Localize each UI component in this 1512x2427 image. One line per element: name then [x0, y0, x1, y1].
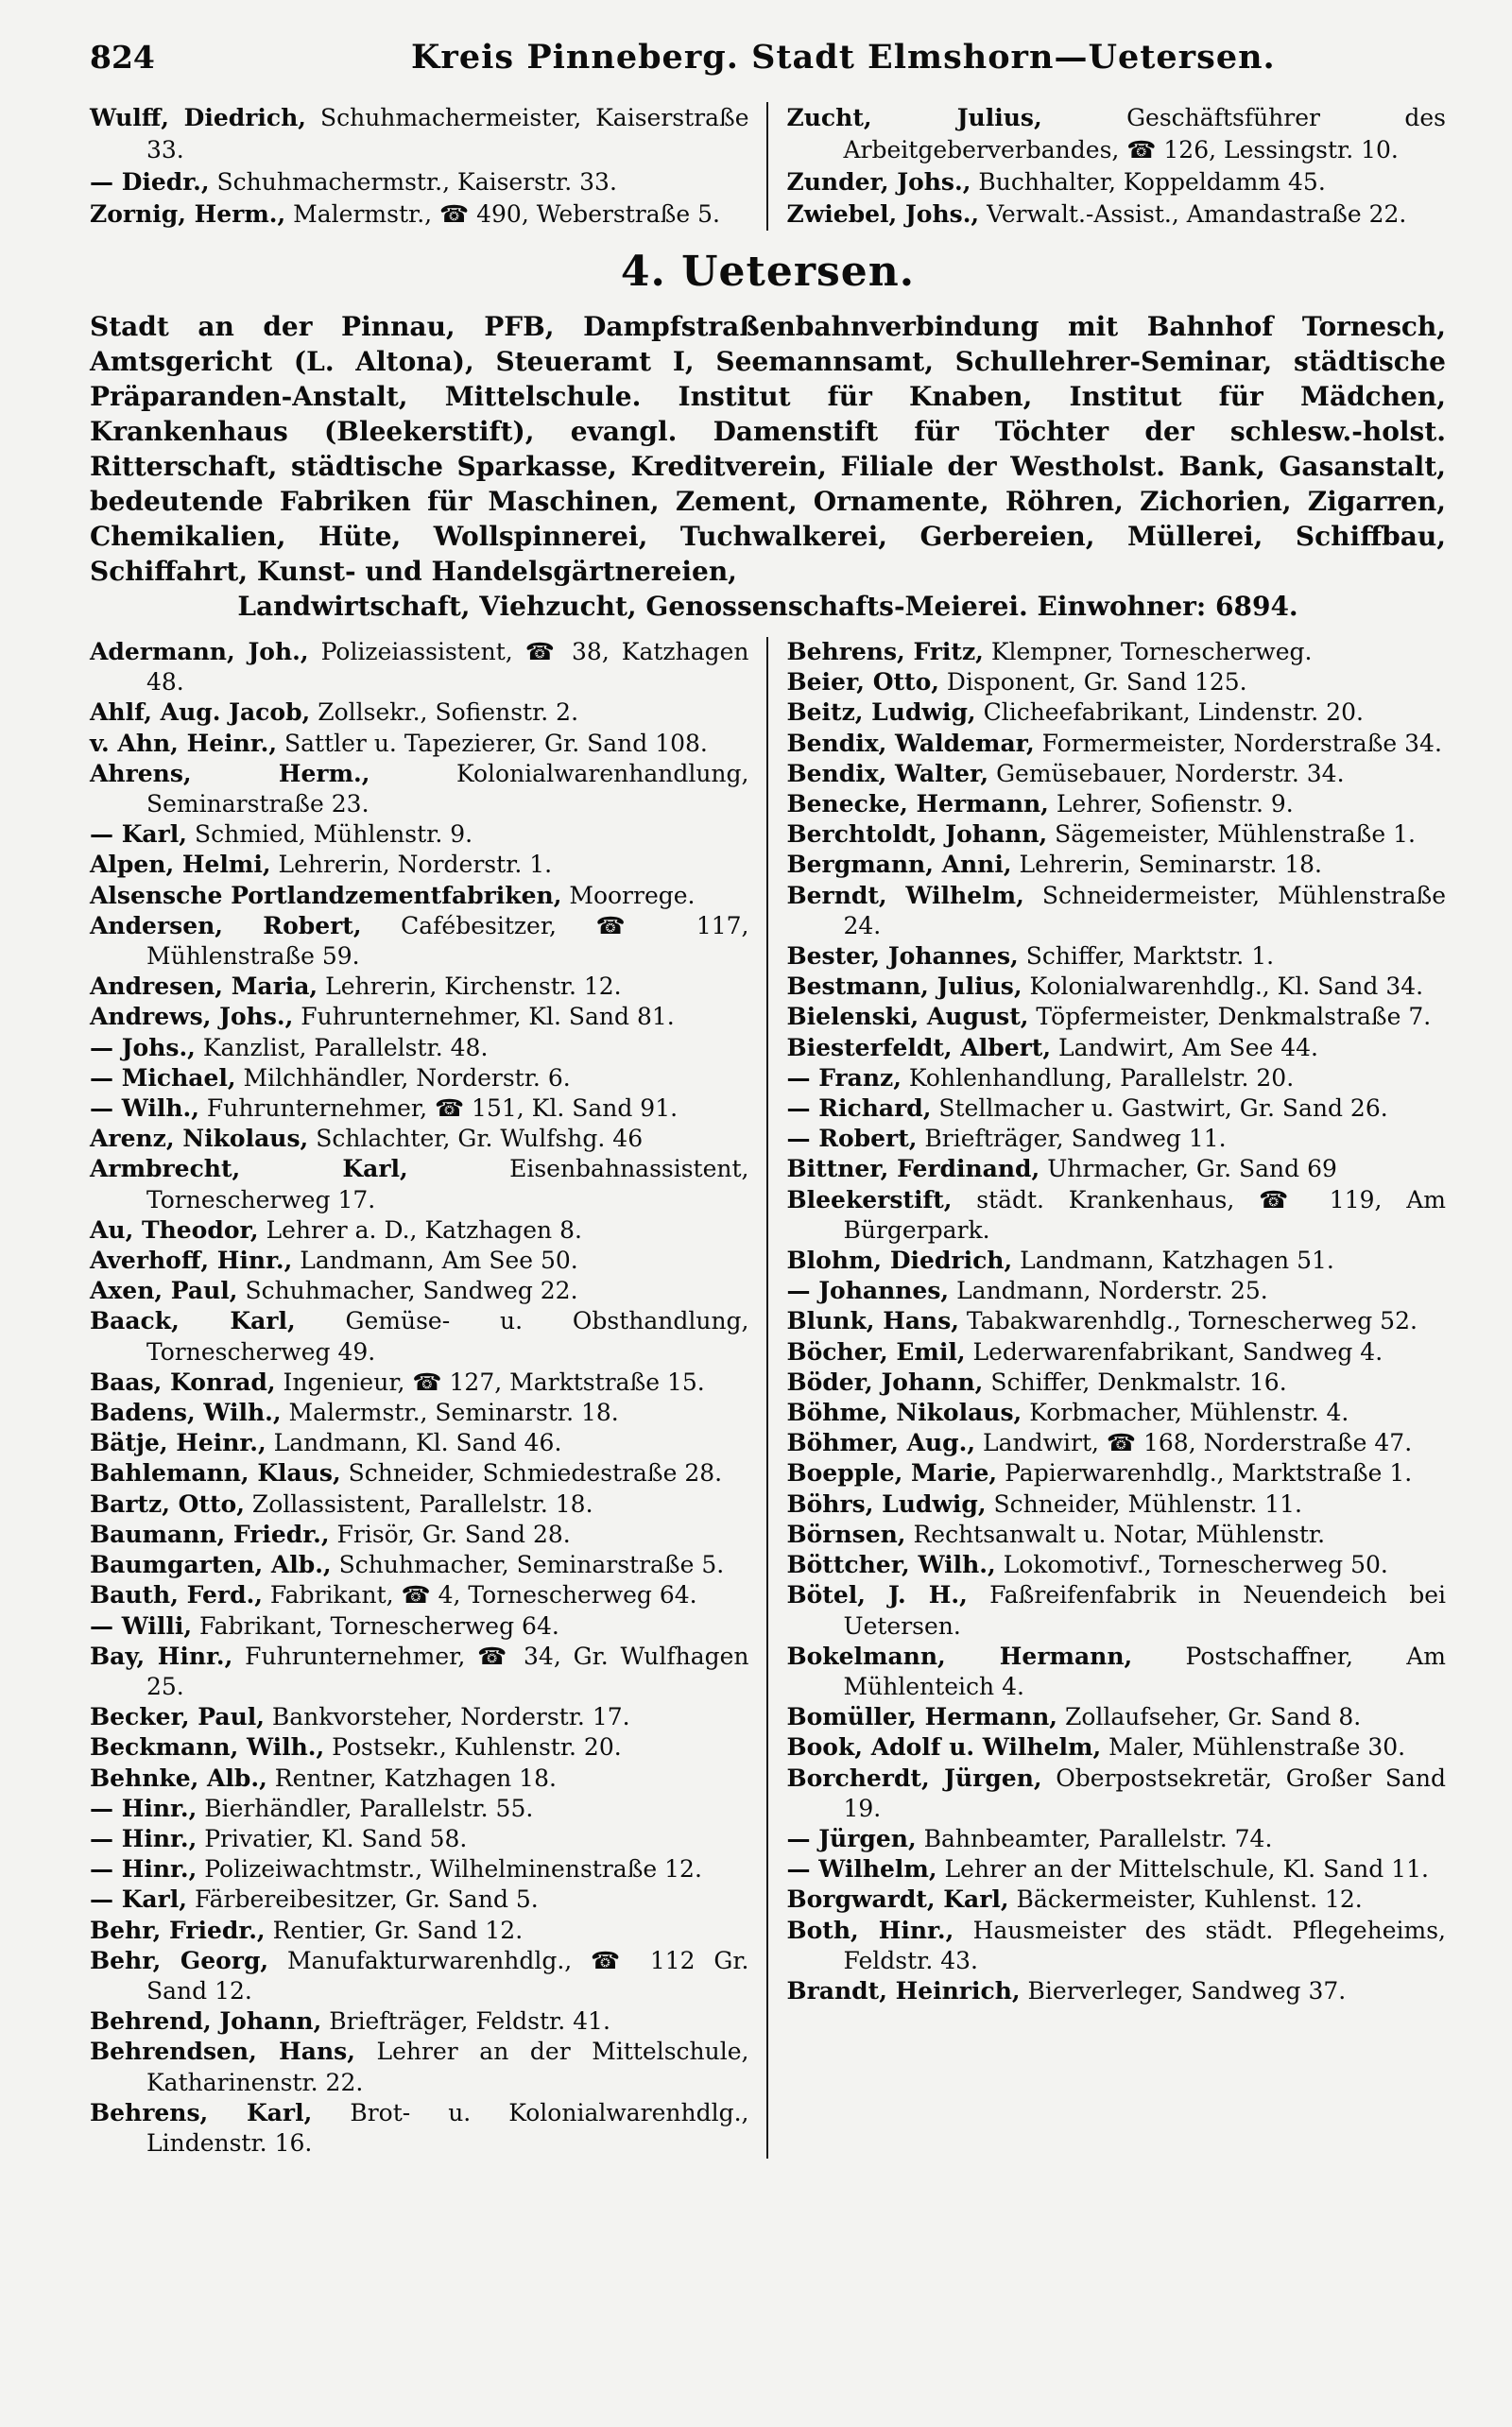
entry-name: Zucht, Julius, [786, 104, 1042, 131]
entry-details: Töpfermeister, Denkmalstraße 7. [1028, 1003, 1432, 1031]
entry-name: Zunder, Johs., [786, 168, 971, 196]
entry-name: Bay, Hinr., [90, 1642, 233, 1670]
directory-entry [90, 198, 749, 231]
entry-name: Andrews, Johs., [90, 1003, 294, 1031]
entry-details: Gemüse- u. Obsthandlung, Tornescherweg 49. [146, 1307, 749, 1366]
directory-entry [787, 198, 1447, 231]
directory-entry [90, 1916, 749, 1946]
directory-entry [90, 1124, 749, 1154]
directory-entry [90, 2006, 749, 2037]
entry-details: Rentier, Gr. Sand 12. [265, 1916, 524, 1944]
directory-entry [90, 1428, 749, 1458]
entry-name: — Karl, [90, 1885, 188, 1914]
entry-details: Schiffer, Marktstr. 1. [1018, 942, 1275, 971]
entry-details: Schneider, Mühlenstr. 11. [986, 1489, 1302, 1518]
entry-name: Bätje, Heinr., [90, 1429, 266, 1457]
directory-entry [787, 1489, 1447, 1520]
entry-details: Stellmacher u. Gastwirt, Gr. Sand 26. [931, 1094, 1388, 1123]
entry-details: Polizeiwachtmstr., Wilhelminenstraße 12. [197, 1855, 702, 1884]
directory-entry [787, 1916, 1447, 1976]
entry-name: — Hinr., [90, 1794, 198, 1822]
directory-entry [90, 911, 749, 972]
directory-entry [787, 1033, 1447, 1063]
entry-details: Rentner, Katzhagen 18. [266, 1764, 557, 1792]
entry-name: Bomüller, Hermann, [786, 1703, 1057, 1731]
directory-entry [90, 1154, 749, 1214]
directory-entry [787, 1154, 1447, 1184]
entry-name: Berndt, Wilhelm, [786, 881, 1024, 909]
entry-name: Bittner, Ferdinand, [786, 1155, 1040, 1183]
entry-details: Hausmeister des städt. Pflegeheims, Feldstr. 43. [843, 1916, 1446, 1974]
directory-entry [90, 1276, 749, 1306]
entry-name: Behnke, Alb., [90, 1764, 267, 1792]
entry-name: Alsensche Portlandzementfabriken, [90, 881, 562, 909]
left-column [90, 637, 768, 2159]
entry-name: Behrens, Karl, [90, 2098, 313, 2126]
entry-details: Frisör, Gr. Sand 28. [329, 1520, 571, 1548]
entry-name: Behr, Georg, [90, 1946, 269, 1974]
entry-name: — Robert, [786, 1125, 918, 1153]
entry-details: Schmied, Mühlenstr. 9. [187, 820, 473, 849]
directory-entry [90, 819, 749, 850]
directory-entry [787, 850, 1447, 880]
directory-entry [787, 1885, 1447, 1915]
entry-details: Zollassistent, Parallelstr. 18. [244, 1489, 593, 1518]
directory-entry [90, 1368, 749, 1398]
entry-name: Baas, Konrad, [90, 1368, 276, 1396]
directory-entry [90, 1764, 749, 1794]
entry-name: Andersen, Robert, [90, 911, 362, 939]
entry-name: Bahlemann, Klaus, [90, 1459, 341, 1488]
entry-name: Alpen, Helmi, [90, 851, 271, 879]
directory-entry [90, 166, 749, 198]
entry-name: — Jürgen, [786, 1824, 917, 1852]
entry-name: Baack, Karl, [90, 1307, 296, 1335]
entry-details: Lokomotivf., Tornescherweg 50. [995, 1551, 1388, 1579]
entry-details: Lehrer an der Mittelschule, Kl. Sand 11. [936, 1855, 1429, 1884]
directory-entry [787, 1642, 1447, 1702]
entry-name: Bendix, Walter, [786, 759, 989, 787]
entry-details: Clicheefabrikant, Lindenstr. 20. [975, 698, 1364, 727]
directory-entry [90, 729, 749, 759]
entry-details: Postschaffner, Am Mühlenteich 4. [843, 1642, 1446, 1700]
entry-name: Böder, Johann, [786, 1368, 984, 1396]
directory-entry [787, 1398, 1447, 1428]
entry-details: Briefträger, Sandweg 11. [917, 1125, 1227, 1153]
directory-entry [787, 1246, 1447, 1276]
directory-entry [787, 102, 1447, 166]
entry-name: — Willi, [90, 1611, 193, 1640]
entry-details: Ingenieur, ☎ 127, Marktstraße 15. [275, 1368, 705, 1396]
entry-details: Faßreifenfabrik in Neuendeich bei Uetersen. [843, 1581, 1446, 1640]
entry-details: Tabakwarenhdlg., Tornescherweg 52. [958, 1307, 1418, 1335]
entry-details: Bankvorsteher, Norderstr. 17. [264, 1703, 630, 1731]
entry-details: Privatier, Kl. Sand 58. [197, 1824, 468, 1852]
intro-last-line: Landwirtschaft, Viehzucht, Genossenschafts-Meierei. Einwohner: 6894. [237, 591, 1298, 622]
directory-entry [90, 1002, 749, 1032]
entry-details: städt. Krankenhaus, ☎ 119, Am Bürgerpark. [843, 1185, 1446, 1244]
directory-entry [90, 850, 749, 880]
directory-entry [787, 1185, 1447, 1246]
entry-name: Baumgarten, Alb., [90, 1551, 332, 1579]
directory-entry [90, 1885, 749, 1915]
entry-details: Oberpostsekretär, Großer Sand 19. [843, 1764, 1446, 1822]
entry-details: Papierwarenhdlg., Marktstraße 1. [997, 1459, 1413, 1488]
entry-name: Adermann, Joh., [90, 638, 309, 665]
directory-entry [787, 1002, 1447, 1032]
entry-name: Böhme, Nikolaus, [786, 1399, 1022, 1427]
entry-details: Kolonialwarenhdlg., Kl. Sand 34. [1022, 973, 1424, 1001]
entry-details: Lederwarenfabrikant, Sandweg 4. [965, 1337, 1383, 1366]
page-header [90, 38, 1446, 102]
entry-details: Fuhrunternehmer, Kl. Sand 81. [293, 1003, 675, 1031]
entry-name: Ahrens, Herm., [90, 759, 370, 787]
entry-details: Moorrege. [561, 881, 696, 909]
entry-details: Schneidermeister, Mühlenstraße 24. [843, 881, 1447, 939]
entry-details: Buchhalter, Koppeldamm 45. [971, 168, 1326, 196]
directory-entry [90, 1550, 749, 1580]
entry-details: Landwirt, Am See 44. [1051, 1033, 1319, 1061]
entry-details: Zollsekr., Sofienstr. 2. [310, 698, 579, 727]
entry-name: Zornig, Herm., [90, 200, 286, 228]
entry-name: Bötel, J. H., [786, 1581, 968, 1609]
entry-name: Behrend, Johann, [90, 2007, 322, 2036]
entry-details: Kanzlist, Parallelstr. 48. [195, 1033, 489, 1061]
directory-entry [90, 972, 749, 1002]
entry-name: Blunk, Hans, [786, 1307, 959, 1335]
directory-entry [787, 1580, 1447, 1641]
directory-entry [90, 1246, 749, 1276]
entry-details: Zollaufseher, Gr. Sand 8. [1057, 1703, 1362, 1731]
entry-name: Börnsen, [786, 1520, 906, 1548]
directory-entry [90, 1854, 749, 1885]
directory-entry [90, 697, 749, 728]
entry-name: Book, Adolf u. Wilhelm, [786, 1733, 1102, 1762]
directory-entries [90, 637, 1446, 2159]
directory-entry [787, 1306, 1447, 1336]
directory-entry [90, 1642, 749, 1702]
entry-details: Landmann, Norderstr. 25. [949, 1277, 1268, 1305]
entry-name: Beitz, Ludwig, [786, 698, 976, 727]
directory-entry [90, 1306, 749, 1367]
directory-entry [787, 759, 1447, 789]
directory-entry [787, 1458, 1447, 1489]
entry-details: Milchhändler, Norderstr. 6. [235, 1063, 571, 1092]
entry-name: Borgwardt, Karl, [786, 1885, 1009, 1914]
entry-name: Baumann, Friedr., [90, 1520, 330, 1548]
entry-details: Schuhmacher, Sandweg 22. [237, 1277, 578, 1305]
directory-entry [787, 881, 1447, 941]
entry-name: — Hinr., [90, 1855, 198, 1884]
entry-details: Uhrmacher, Gr. Sand 69 [1040, 1155, 1337, 1183]
entry-name: Badens, Wilh., [90, 1399, 282, 1427]
entry-details: Bierhändler, Parallelstr. 55. [197, 1794, 534, 1822]
top-right-column [768, 102, 1447, 231]
entry-name: Biesterfeldt, Albert, [786, 1033, 1052, 1061]
entry-name: — Wilhelm, [786, 1855, 937, 1884]
right-column [768, 637, 1447, 2159]
directory-entry [787, 789, 1447, 819]
entry-name: Brandt, Heinrich, [786, 1976, 1021, 2005]
entry-name: — Richard, [786, 1094, 932, 1123]
entry-details: Bierverleger, Sandweg 37. [1020, 1976, 1347, 2005]
entry-name: Blohm, Diedrich, [786, 1247, 1013, 1275]
entry-details: Maler, Mühlenstraße 30. [1101, 1733, 1406, 1762]
directory-entry [787, 1093, 1447, 1124]
directory-entry [787, 1976, 1447, 2006]
entry-name: Andresen, Maria, [90, 973, 318, 1001]
directory-entry [90, 2037, 749, 2097]
entry-details: Fabrikant, ☎ 4, Tornescherweg 64. [262, 1581, 697, 1609]
page-number: 824 [90, 39, 155, 76]
directory-entry [90, 1946, 749, 2006]
directory-entry [787, 1337, 1447, 1368]
entry-name: Arenz, Nikolaus, [90, 1125, 309, 1153]
entry-details: Fuhrunternehmer, ☎ 34, Gr. Wulfhagen 25. [146, 1642, 749, 1700]
directory-entry [787, 166, 1447, 198]
directory-entry [787, 941, 1447, 972]
entry-details: Disponent, Gr. Sand 125. [938, 668, 1247, 697]
entry-details: Lehrer an der Mittelschule, Katharinenstr. 22. [146, 2038, 749, 2096]
directory-entry [90, 1093, 749, 1124]
entry-details: Landmann, Katzhagen 51. [1012, 1247, 1334, 1275]
entry-name: Boepple, Marie, [786, 1459, 998, 1488]
entry-details: Schuhmachermstr., Kaiserstr. 33. [209, 168, 617, 196]
entry-name: Borcherdt, Jürgen, [786, 1764, 1042, 1792]
top-left-column [90, 102, 768, 231]
entry-name: Böcher, Emil, [786, 1337, 966, 1366]
directory-entry [787, 1428, 1447, 1458]
entry-details: Fuhrunternehmer, ☎ 151, Kl. Sand 91. [198, 1094, 679, 1123]
running-title: Kreis Pinneberg. Stadt Elmshorn—Uetersen. [411, 38, 1276, 77]
directory-entry [90, 1063, 749, 1093]
entry-details: Bäckermeister, Kuhlenst. 12. [1008, 1885, 1363, 1914]
directory-entry [90, 1489, 749, 1520]
entry-details: Korbmacher, Mühlenstr. 4. [1022, 1399, 1349, 1427]
directory-entry [90, 1458, 749, 1489]
directory-entry [90, 102, 749, 166]
directory-entry [787, 1764, 1447, 1824]
directory-entry [787, 697, 1447, 728]
entry-details: Sägemeister, Mühlenstraße 1. [1047, 820, 1416, 849]
entry-details: Lehrerin, Kirchenstr. 12. [318, 973, 622, 1001]
entry-name: Bauth, Ferd., [90, 1581, 263, 1609]
entry-name: Au, Theodor, [90, 1215, 259, 1244]
entry-details: Eisenbahnassistent, Tornescherweg 17. [146, 1155, 749, 1214]
directory-entry [90, 759, 749, 819]
section-title: 4. Uetersen. [620, 248, 916, 296]
top-entries [90, 102, 1446, 231]
entry-details: Sattler u. Tapezierer, Gr. Sand 108. [277, 729, 708, 757]
directory-entry [787, 1520, 1447, 1550]
entry-details: Bahnbeamter, Parallelstr. 74. [916, 1824, 1273, 1852]
entry-details: Manufakturwarenhdlg., ☎ 112 Gr. Sand 12. [146, 1946, 749, 2005]
entry-name: — Johannes, [786, 1277, 950, 1305]
entry-name: Behr, Friedr., [90, 1916, 266, 1944]
entry-details: Formermeister, Norderstraße 34. [1034, 729, 1442, 757]
entry-details: Kohlenhandlung, Parallelstr. 20. [901, 1063, 1295, 1092]
directory-entry [90, 1580, 749, 1610]
entry-name: v. Ahn, Heinr., [90, 729, 278, 757]
directory-entry [787, 1124, 1447, 1154]
entry-name: Zwiebel, Johs., [786, 200, 980, 228]
directory-entry [787, 972, 1447, 1002]
directory-entry [90, 1824, 749, 1854]
entry-details: Landwirt, ☎ 168, Norderstraße 47. [975, 1429, 1413, 1457]
entry-name: Bleekerstift, [786, 1185, 953, 1214]
entry-details: Geschäftsführer des Arbeitgeberverbandes, ☎ 126, Lessingstr. 10. [843, 104, 1446, 164]
intro-text: Stadt an der Pinnau, PFB, Dampfstraßenbahnverbindung mit Bahnhof Tornesch, Amtsgericht (L. Altona), Steueramt I, Seemannsamt, Schullehrer-Seminar, städtische Präparanden-Anstalt, Mittelschule. Institut für Knaben, Institut für Mädchen, Krankenhaus (Bleekerstift), evangl. Damenstift für Töchter der schlesw.-holst. Ritterschaft, städtische Sparkasse, Kreditverein, Filiale der Westholst. Bank, Gasanstalt, bedeutende Fabriken für Maschinen, Zement, Ornamente, Röhren, Zichorien, Zigarren, Chemikalien, Hüte, Wollspinnerei, Tuchwalkerei, Gerbereien, Müllerei, Schiffbau, Schiffahrt, Kunst- und Handelsgärtnereien, [90, 311, 1446, 587]
entry-name: Behrendsen, Hans, [90, 2038, 355, 2066]
entry-name: Böttcher, Wilh., [786, 1551, 996, 1579]
directory-entry [787, 1824, 1447, 1854]
directory-entry [787, 1550, 1447, 1580]
directory-entry [90, 1611, 749, 1642]
directory-entry [90, 1398, 749, 1428]
entry-name: — Hinr., [90, 1824, 198, 1852]
section-intro [90, 309, 1446, 624]
directory-entry [787, 667, 1447, 697]
directory-entry [787, 1732, 1447, 1763]
directory-entry [787, 637, 1447, 667]
entry-details: Klempner, Tornescherweg. [983, 638, 1313, 665]
entry-details: Malermstr., Seminarstr. 18. [281, 1399, 619, 1427]
directory-entry [787, 1702, 1447, 1732]
entry-name: Wulff, Diedrich, [90, 104, 307, 131]
entry-details: Schiffer, Denkmalstr. 16. [983, 1368, 1287, 1396]
entry-details: Malermstr., ☎ 490, Weberstraße 5. [285, 200, 720, 228]
directory-entry [787, 1063, 1447, 1093]
entry-details: Lehrer a. D., Katzhagen 8. [258, 1215, 582, 1244]
entry-name: — Wilh., [90, 1094, 199, 1123]
entry-details: Fabrikant, Tornescherweg 64. [192, 1611, 559, 1640]
entry-details: Gemüsebauer, Norderstr. 34. [988, 759, 1345, 787]
entry-details: Rechtsanwalt u. Notar, Mühlenstr. [905, 1520, 1326, 1548]
entry-details: Schuhmachermeister, Kaiserstraße 33. [146, 104, 749, 164]
directory-entry [90, 1033, 749, 1063]
entry-details: Färbereibesitzer, Gr. Sand 5. [187, 1885, 539, 1914]
entry-name: Bestmann, Julius, [786, 973, 1022, 1001]
entry-details: Briefträger, Feldstr. 41. [321, 2007, 610, 2036]
entry-details: Landmann, Am See 50. [292, 1247, 578, 1275]
entry-name: Böhrs, Ludwig, [786, 1489, 987, 1518]
directory-entry [90, 2098, 749, 2159]
entry-name: Averhoff, Hinr., [90, 1247, 293, 1275]
entry-details: Cafébesitzer, ☎ 117, Mühlenstraße 59. [146, 911, 749, 971]
directory-entry [90, 1732, 749, 1763]
directory-entry [90, 637, 749, 697]
directory-entry [787, 1368, 1447, 1398]
entry-name: Bester, Johannes, [786, 942, 1019, 971]
entry-name: Bendix, Waldemar, [786, 729, 1035, 757]
entry-details: Schlachter, Gr. Wulfshg. 46 [308, 1125, 644, 1153]
entry-details: Lehrerin, Seminarstr. 18. [1011, 851, 1323, 879]
entry-name: Axen, Paul, [90, 1277, 238, 1305]
entry-details: Brot- u. Kolonialwarenhdlg., Lindenstr. 16. [146, 2098, 749, 2157]
entry-details: Kolonialwarenhandlung, Seminarstraße 23. [146, 759, 749, 818]
directory-entry [90, 1215, 749, 1246]
entry-name: Ahlf, Aug. Jacob, [90, 698, 311, 727]
entry-name: — Franz, [786, 1063, 902, 1092]
entry-name: Bokelmann, Hermann, [786, 1642, 1133, 1670]
entry-details: Verwalt.-Assist., Amandastraße 22. [979, 200, 1407, 228]
entry-name: Berchtoldt, Johann, [786, 820, 1048, 849]
entry-name: Bielenski, August, [786, 1003, 1029, 1031]
entry-name: Böhmer, Aug., [786, 1429, 976, 1457]
directory-entry [787, 729, 1447, 759]
entry-name: Both, Hinr., [786, 1916, 954, 1944]
entry-name: Benecke, Hermann, [786, 790, 1049, 818]
entry-details: Polizeiassistent, ☎ 38, Katzhagen 48. [146, 638, 749, 697]
directory-entry [90, 1794, 749, 1824]
directory-entry [90, 881, 749, 911]
entry-name: Beier, Otto, [786, 668, 939, 697]
directory-entry [787, 819, 1447, 850]
entry-details: Lehrer, Sofienstr. 9. [1048, 790, 1294, 818]
entry-name: Beckmann, Wilh., [90, 1733, 325, 1762]
directory-entry [787, 1276, 1447, 1306]
entry-details: Postsekr., Kuhlenstr. 20. [324, 1733, 622, 1762]
entry-name: Bartz, Otto, [90, 1489, 245, 1518]
entry-details: Schuhmacher, Seminarstraße 5. [331, 1551, 725, 1579]
entry-name: — Diedr., [90, 168, 210, 196]
entry-name: Becker, Paul, [90, 1703, 265, 1731]
entry-name: Bergmann, Anni, [786, 851, 1012, 879]
entry-name: Armbrecht, Karl, [90, 1155, 408, 1183]
entry-name: — Johs., [90, 1033, 196, 1061]
entry-name: — Karl, [90, 820, 188, 849]
directory-entry [90, 1520, 749, 1550]
entry-name: Behrens, Fritz, [786, 638, 984, 665]
directory-entry [90, 1702, 749, 1732]
directory-entry [787, 1854, 1447, 1885]
entry-details: Lehrerin, Norderstr. 1. [270, 851, 553, 879]
entry-details: Schneider, Schmiedestraße 28. [340, 1459, 723, 1488]
entry-name: — Michael, [90, 1063, 236, 1092]
entry-details: Landmann, Kl. Sand 46. [266, 1429, 562, 1457]
